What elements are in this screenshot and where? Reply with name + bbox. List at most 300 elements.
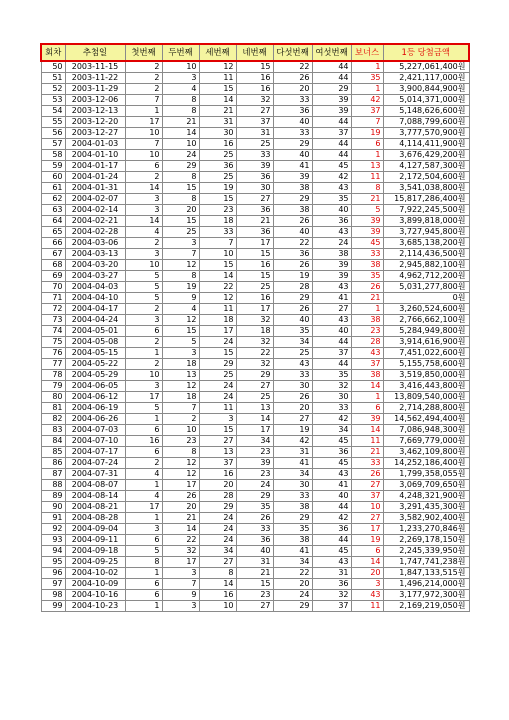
cell-draw-date: 2004-09-11 bbox=[65, 535, 125, 546]
cell-first-prize: 2,169,219,050원 bbox=[383, 601, 469, 612]
cell-round: 51 bbox=[41, 73, 65, 84]
cell-first-prize: 14,252,186,400원 bbox=[383, 458, 469, 469]
cell-num-4: 15 bbox=[236, 249, 273, 260]
table-header bbox=[41, 44, 469, 61]
cell-num-6: 36 bbox=[312, 216, 351, 227]
cell-num-6: 44 bbox=[312, 61, 351, 73]
cell-first-prize: 3,777,570,900원 bbox=[383, 128, 469, 139]
cell-bonus: 13 bbox=[351, 161, 383, 172]
cell-num-4: 32 bbox=[236, 337, 273, 348]
cell-num-2: 17 bbox=[162, 557, 199, 568]
cell-draw-date: 2004-08-21 bbox=[65, 502, 125, 513]
cell-num-2: 3 bbox=[162, 568, 199, 579]
table-row bbox=[41, 480, 469, 491]
cell-num-1: 2 bbox=[125, 304, 162, 315]
cell-draw-date: 2003-11-29 bbox=[65, 84, 125, 95]
cell-num-4: 34 bbox=[236, 436, 273, 447]
cell-round: 50 bbox=[41, 61, 65, 73]
cell-num-6: 31 bbox=[312, 568, 351, 579]
cell-num-5: 26 bbox=[273, 260, 312, 271]
cell-num-3: 15 bbox=[199, 194, 236, 205]
table-row bbox=[41, 414, 469, 425]
cell-first-prize: 4,248,321,900원 bbox=[383, 491, 469, 502]
cell-num-1: 2 bbox=[125, 458, 162, 469]
cell-round: 92 bbox=[41, 524, 65, 535]
cell-draw-date: 2003-12-27 bbox=[65, 128, 125, 139]
cell-round: 91 bbox=[41, 513, 65, 524]
cell-bonus: 1 bbox=[351, 304, 383, 315]
header-fifth-number: 다섯번째 bbox=[273, 44, 312, 61]
cell-num-3: 18 bbox=[199, 216, 236, 227]
cell-draw-date: 2004-02-07 bbox=[65, 194, 125, 205]
header-row bbox=[41, 44, 469, 61]
cell-first-prize: 3,900,844,900원 bbox=[383, 84, 469, 95]
cell-round: 69 bbox=[41, 271, 65, 282]
cell-num-6: 42 bbox=[312, 513, 351, 524]
cell-num-3: 15 bbox=[199, 348, 236, 359]
cell-round: 77 bbox=[41, 359, 65, 370]
cell-num-3: 25 bbox=[199, 172, 236, 183]
cell-num-1: 2 bbox=[125, 359, 162, 370]
cell-num-5: 41 bbox=[273, 458, 312, 469]
cell-draw-date: 2003-12-20 bbox=[65, 117, 125, 128]
cell-round: 93 bbox=[41, 535, 65, 546]
cell-bonus: 21 bbox=[351, 194, 383, 205]
header-sixth-number: 여섯번째 bbox=[312, 44, 351, 61]
table-row bbox=[41, 293, 469, 304]
table-row bbox=[41, 392, 469, 403]
cell-num-1: 7 bbox=[125, 95, 162, 106]
cell-num-2: 4 bbox=[162, 304, 199, 315]
cell-draw-date: 2004-03-13 bbox=[65, 249, 125, 260]
table-row bbox=[41, 403, 469, 414]
cell-round: 87 bbox=[41, 469, 65, 480]
cell-num-4: 15 bbox=[236, 61, 273, 73]
cell-num-1: 10 bbox=[125, 260, 162, 271]
cell-draw-date: 2004-03-27 bbox=[65, 271, 125, 282]
cell-num-5: 38 bbox=[273, 535, 312, 546]
cell-bonus: 11 bbox=[351, 172, 383, 183]
cell-num-3: 27 bbox=[199, 436, 236, 447]
cell-num-2: 12 bbox=[162, 458, 199, 469]
cell-draw-date: 2004-02-14 bbox=[65, 205, 125, 216]
cell-num-1: 2 bbox=[125, 61, 162, 73]
cell-num-4: 22 bbox=[236, 348, 273, 359]
cell-num-6: 33 bbox=[312, 403, 351, 414]
cell-num-6: 34 bbox=[312, 425, 351, 436]
cell-num-3: 29 bbox=[199, 502, 236, 513]
lotto-results-sheet bbox=[40, 43, 468, 612]
cell-draw-date: 2004-02-28 bbox=[65, 227, 125, 238]
cell-num-1: 14 bbox=[125, 216, 162, 227]
cell-num-2: 8 bbox=[162, 95, 199, 106]
table-row bbox=[41, 128, 469, 139]
cell-num-4: 30 bbox=[236, 183, 273, 194]
cell-first-prize: 4,114,411,900원 bbox=[383, 139, 469, 150]
cell-num-1: 14 bbox=[125, 183, 162, 194]
cell-num-1: 8 bbox=[125, 557, 162, 568]
cell-num-5: 29 bbox=[273, 513, 312, 524]
cell-num-6: 41 bbox=[312, 480, 351, 491]
cell-first-prize: 3,685,138,200원 bbox=[383, 238, 469, 249]
cell-num-4: 39 bbox=[236, 161, 273, 172]
cell-num-1: 5 bbox=[125, 282, 162, 293]
cell-num-5: 40 bbox=[273, 117, 312, 128]
cell-bonus: 38 bbox=[351, 370, 383, 381]
cell-num-6: 44 bbox=[312, 150, 351, 161]
cell-num-5: 20 bbox=[273, 579, 312, 590]
cell-first-prize: 3,582,902,400원 bbox=[383, 513, 469, 524]
table-row bbox=[41, 271, 469, 282]
cell-round: 95 bbox=[41, 557, 65, 568]
cell-num-4: 29 bbox=[236, 370, 273, 381]
table-row bbox=[41, 535, 469, 546]
cell-num-4: 36 bbox=[236, 205, 273, 216]
cell-bonus: 14 bbox=[351, 381, 383, 392]
cell-bonus: 37 bbox=[351, 359, 383, 370]
cell-round: 81 bbox=[41, 403, 65, 414]
cell-bonus: 19 bbox=[351, 535, 383, 546]
cell-num-4: 36 bbox=[236, 227, 273, 238]
cell-num-5: 36 bbox=[273, 106, 312, 117]
cell-num-6: 43 bbox=[312, 469, 351, 480]
cell-num-6: 39 bbox=[312, 271, 351, 282]
cell-round: 60 bbox=[41, 172, 65, 183]
cell-num-1: 5 bbox=[125, 403, 162, 414]
cell-round: 71 bbox=[41, 293, 65, 304]
cell-round: 89 bbox=[41, 491, 65, 502]
cell-num-4: 21 bbox=[236, 216, 273, 227]
cell-bonus: 43 bbox=[351, 590, 383, 601]
cell-first-prize: 2,421,117,000원 bbox=[383, 73, 469, 84]
table-row bbox=[41, 61, 469, 73]
cell-draw-date: 2004-08-28 bbox=[65, 513, 125, 524]
cell-num-2: 7 bbox=[162, 579, 199, 590]
cell-num-2: 12 bbox=[162, 260, 199, 271]
cell-first-prize: 3,914,616,900원 bbox=[383, 337, 469, 348]
cell-first-prize: 5,031,277,800원 bbox=[383, 282, 469, 293]
cell-num-5: 26 bbox=[273, 216, 312, 227]
cell-num-4: 26 bbox=[236, 513, 273, 524]
cell-num-5: 34 bbox=[273, 337, 312, 348]
cell-first-prize: 5,284,949,800원 bbox=[383, 326, 469, 337]
cell-round: 54 bbox=[41, 106, 65, 117]
table-row bbox=[41, 469, 469, 480]
cell-bonus: 45 bbox=[351, 238, 383, 249]
cell-bonus: 38 bbox=[351, 260, 383, 271]
cell-num-1: 3 bbox=[125, 249, 162, 260]
cell-draw-date: 2004-06-05 bbox=[65, 381, 125, 392]
cell-round: 65 bbox=[41, 227, 65, 238]
cell-num-5: 22 bbox=[273, 61, 312, 73]
cell-num-2: 23 bbox=[162, 436, 199, 447]
cell-num-6: 35 bbox=[312, 194, 351, 205]
table-row bbox=[41, 546, 469, 557]
cell-num-4: 29 bbox=[236, 491, 273, 502]
cell-num-1: 5 bbox=[125, 293, 162, 304]
cell-bonus: 6 bbox=[351, 546, 383, 557]
cell-num-2: 2 bbox=[162, 414, 199, 425]
cell-first-prize: 2,172,504,600원 bbox=[383, 172, 469, 183]
header-second-number: 두번째 bbox=[162, 44, 199, 61]
cell-num-6: 39 bbox=[312, 106, 351, 117]
cell-bonus: 27 bbox=[351, 480, 383, 491]
cell-num-1: 2 bbox=[125, 337, 162, 348]
cell-draw-date: 2003-11-22 bbox=[65, 73, 125, 84]
table-row bbox=[41, 205, 469, 216]
cell-num-4: 16 bbox=[236, 260, 273, 271]
cell-num-6: 40 bbox=[312, 491, 351, 502]
cell-num-4: 32 bbox=[236, 359, 273, 370]
cell-draw-date: 2004-01-10 bbox=[65, 150, 125, 161]
cell-num-1: 5 bbox=[125, 271, 162, 282]
cell-draw-date: 2004-10-02 bbox=[65, 568, 125, 579]
cell-num-3: 24 bbox=[199, 392, 236, 403]
cell-num-1: 4 bbox=[125, 227, 162, 238]
cell-num-2: 10 bbox=[162, 425, 199, 436]
cell-num-2: 25 bbox=[162, 227, 199, 238]
cell-draw-date: 2004-07-17 bbox=[65, 447, 125, 458]
cell-num-4: 21 bbox=[236, 568, 273, 579]
cell-draw-date: 2004-03-20 bbox=[65, 260, 125, 271]
cell-num-6: 42 bbox=[312, 414, 351, 425]
cell-first-prize: 7,922,245,500원 bbox=[383, 205, 469, 216]
cell-num-5: 39 bbox=[273, 172, 312, 183]
cell-num-2: 19 bbox=[162, 282, 199, 293]
cell-num-1: 2 bbox=[125, 84, 162, 95]
cell-num-5: 26 bbox=[273, 392, 312, 403]
cell-num-6: 24 bbox=[312, 238, 351, 249]
cell-num-5: 20 bbox=[273, 84, 312, 95]
cell-num-1: 4 bbox=[125, 469, 162, 480]
cell-draw-date: 2004-07-31 bbox=[65, 469, 125, 480]
cell-num-5: 26 bbox=[273, 304, 312, 315]
cell-num-3: 21 bbox=[199, 106, 236, 117]
cell-num-6: 35 bbox=[312, 370, 351, 381]
cell-num-3: 7 bbox=[199, 238, 236, 249]
cell-num-5: 19 bbox=[273, 425, 312, 436]
cell-num-3: 30 bbox=[199, 128, 236, 139]
cell-round: 86 bbox=[41, 458, 65, 469]
cell-num-1: 3 bbox=[125, 205, 162, 216]
cell-draw-date: 2004-05-01 bbox=[65, 326, 125, 337]
cell-num-2: 13 bbox=[162, 370, 199, 381]
cell-num-4: 36 bbox=[236, 535, 273, 546]
cell-num-5: 29 bbox=[273, 139, 312, 150]
cell-draw-date: 2004-07-03 bbox=[65, 425, 125, 436]
cell-num-2: 20 bbox=[162, 502, 199, 513]
cell-num-5: 22 bbox=[273, 568, 312, 579]
cell-num-3: 14 bbox=[199, 95, 236, 106]
table-row bbox=[41, 447, 469, 458]
cell-num-2: 3 bbox=[162, 348, 199, 359]
cell-num-3: 23 bbox=[199, 205, 236, 216]
cell-num-5: 30 bbox=[273, 381, 312, 392]
table-row bbox=[41, 150, 469, 161]
cell-draw-date: 2004-05-08 bbox=[65, 337, 125, 348]
cell-draw-date: 2004-01-24 bbox=[65, 172, 125, 183]
cell-bonus: 23 bbox=[351, 326, 383, 337]
cell-num-6: 41 bbox=[312, 293, 351, 304]
cell-first-prize: 7,451,022,600원 bbox=[383, 348, 469, 359]
cell-num-2: 15 bbox=[162, 216, 199, 227]
cell-num-2: 21 bbox=[162, 117, 199, 128]
cell-num-4: 37 bbox=[236, 117, 273, 128]
cell-num-3: 24 bbox=[199, 535, 236, 546]
cell-num-4: 35 bbox=[236, 502, 273, 513]
cell-first-prize: 3,177,972,300원 bbox=[383, 590, 469, 601]
cell-num-5: 43 bbox=[273, 359, 312, 370]
cell-num-3: 33 bbox=[199, 227, 236, 238]
cell-num-4: 33 bbox=[236, 150, 273, 161]
cell-num-1: 6 bbox=[125, 535, 162, 546]
cell-num-6: 43 bbox=[312, 227, 351, 238]
cell-num-4: 15 bbox=[236, 271, 273, 282]
cell-num-4: 17 bbox=[236, 304, 273, 315]
cell-num-6: 40 bbox=[312, 205, 351, 216]
cell-num-4: 13 bbox=[236, 403, 273, 414]
cell-num-5: 33 bbox=[273, 95, 312, 106]
cell-num-6: 32 bbox=[312, 381, 351, 392]
table-row bbox=[41, 381, 469, 392]
cell-bonus: 14 bbox=[351, 557, 383, 568]
cell-bonus: 26 bbox=[351, 282, 383, 293]
header-draw-date: 추첨일 bbox=[65, 44, 125, 61]
cell-num-3: 12 bbox=[199, 61, 236, 73]
cell-num-4: 27 bbox=[236, 194, 273, 205]
cell-num-6: 44 bbox=[312, 117, 351, 128]
table-row bbox=[41, 172, 469, 183]
cell-round: 98 bbox=[41, 590, 65, 601]
cell-num-3: 25 bbox=[199, 150, 236, 161]
cell-bonus: 7 bbox=[351, 117, 383, 128]
cell-round: 82 bbox=[41, 414, 65, 425]
header-third-number: 세번째 bbox=[199, 44, 236, 61]
cell-draw-date: 2004-04-17 bbox=[65, 304, 125, 315]
table-row bbox=[41, 194, 469, 205]
cell-num-1: 6 bbox=[125, 425, 162, 436]
cell-bonus: 35 bbox=[351, 73, 383, 84]
cell-num-3: 29 bbox=[199, 359, 236, 370]
cell-num-5: 33 bbox=[273, 491, 312, 502]
cell-bonus: 17 bbox=[351, 524, 383, 535]
cell-first-prize: 2,714,288,800원 bbox=[383, 403, 469, 414]
cell-first-prize: 2,114,436,500원 bbox=[383, 249, 469, 260]
cell-first-prize: 13,809,540,000원 bbox=[383, 392, 469, 403]
cell-num-3: 15 bbox=[199, 84, 236, 95]
cell-bonus: 37 bbox=[351, 491, 383, 502]
cell-num-6: 44 bbox=[312, 359, 351, 370]
cell-num-5: 22 bbox=[273, 238, 312, 249]
cell-round: 56 bbox=[41, 128, 65, 139]
cell-num-4: 32 bbox=[236, 95, 273, 106]
cell-num-2: 20 bbox=[162, 205, 199, 216]
cell-round: 61 bbox=[41, 183, 65, 194]
cell-first-prize: 4,962,712,200원 bbox=[383, 271, 469, 282]
cell-draw-date: 2004-07-24 bbox=[65, 458, 125, 469]
cell-round: 94 bbox=[41, 546, 65, 557]
cell-num-6: 44 bbox=[312, 337, 351, 348]
cell-round: 99 bbox=[41, 601, 65, 612]
cell-num-3: 28 bbox=[199, 491, 236, 502]
cell-num-6: 37 bbox=[312, 601, 351, 612]
cell-num-6: 40 bbox=[312, 326, 351, 337]
cell-num-5: 29 bbox=[273, 601, 312, 612]
table-row bbox=[41, 260, 469, 271]
cell-first-prize: 2,766,662,100원 bbox=[383, 315, 469, 326]
cell-num-6: 44 bbox=[312, 535, 351, 546]
cell-num-2: 12 bbox=[162, 469, 199, 480]
cell-first-prize: 1,799,358,055원 bbox=[383, 469, 469, 480]
cell-num-2: 9 bbox=[162, 293, 199, 304]
cell-bonus: 19 bbox=[351, 128, 383, 139]
cell-draw-date: 2004-06-19 bbox=[65, 403, 125, 414]
cell-num-2: 9 bbox=[162, 590, 199, 601]
cell-bonus: 14 bbox=[351, 425, 383, 436]
cell-draw-date: 2003-11-15 bbox=[65, 61, 125, 73]
cell-num-3: 24 bbox=[199, 513, 236, 524]
cell-round: 74 bbox=[41, 326, 65, 337]
cell-draw-date: 2004-03-06 bbox=[65, 238, 125, 249]
cell-num-3: 15 bbox=[199, 260, 236, 271]
cell-first-prize: 1,747,741,238원 bbox=[383, 557, 469, 568]
table-row bbox=[41, 579, 469, 590]
cell-num-6: 39 bbox=[312, 260, 351, 271]
cell-num-5: 42 bbox=[273, 436, 312, 447]
cell-num-5: 38 bbox=[273, 205, 312, 216]
cell-num-1: 2 bbox=[125, 73, 162, 84]
cell-round: 57 bbox=[41, 139, 65, 150]
cell-round: 75 bbox=[41, 337, 65, 348]
cell-draw-date: 2003-12-13 bbox=[65, 106, 125, 117]
cell-bonus: 39 bbox=[351, 414, 383, 425]
cell-first-prize: 3,541,038,800원 bbox=[383, 183, 469, 194]
cell-bonus: 38 bbox=[351, 315, 383, 326]
table-row bbox=[41, 304, 469, 315]
table-row bbox=[41, 216, 469, 227]
cell-draw-date: 2004-06-26 bbox=[65, 414, 125, 425]
cell-first-prize: 2,269,178,150원 bbox=[383, 535, 469, 546]
cell-num-2: 22 bbox=[162, 535, 199, 546]
cell-bonus: 1 bbox=[351, 61, 383, 73]
cell-num-2: 17 bbox=[162, 480, 199, 491]
cell-round: 70 bbox=[41, 282, 65, 293]
cell-num-2: 3 bbox=[162, 601, 199, 612]
cell-num-3: 24 bbox=[199, 524, 236, 535]
cell-num-3: 16 bbox=[199, 590, 236, 601]
cell-round: 64 bbox=[41, 216, 65, 227]
cell-num-2: 8 bbox=[162, 194, 199, 205]
cell-num-4: 31 bbox=[236, 128, 273, 139]
cell-num-1: 4 bbox=[125, 491, 162, 502]
cell-first-prize: 15,817,286,400원 bbox=[383, 194, 469, 205]
table-row bbox=[41, 84, 469, 95]
cell-num-1: 10 bbox=[125, 150, 162, 161]
cell-num-5: 24 bbox=[273, 590, 312, 601]
cell-num-2: 21 bbox=[162, 513, 199, 524]
cell-num-1: 6 bbox=[125, 447, 162, 458]
cell-num-6: 36 bbox=[312, 524, 351, 535]
cell-num-1: 1 bbox=[125, 480, 162, 491]
cell-round: 90 bbox=[41, 502, 65, 513]
table-row bbox=[41, 282, 469, 293]
cell-num-5: 41 bbox=[273, 161, 312, 172]
cell-draw-date: 2003-12-06 bbox=[65, 95, 125, 106]
cell-first-prize: 3,416,443,800원 bbox=[383, 381, 469, 392]
cell-num-6: 44 bbox=[312, 73, 351, 84]
cell-first-prize: 7,669,779,000원 bbox=[383, 436, 469, 447]
cell-num-6: 44 bbox=[312, 139, 351, 150]
